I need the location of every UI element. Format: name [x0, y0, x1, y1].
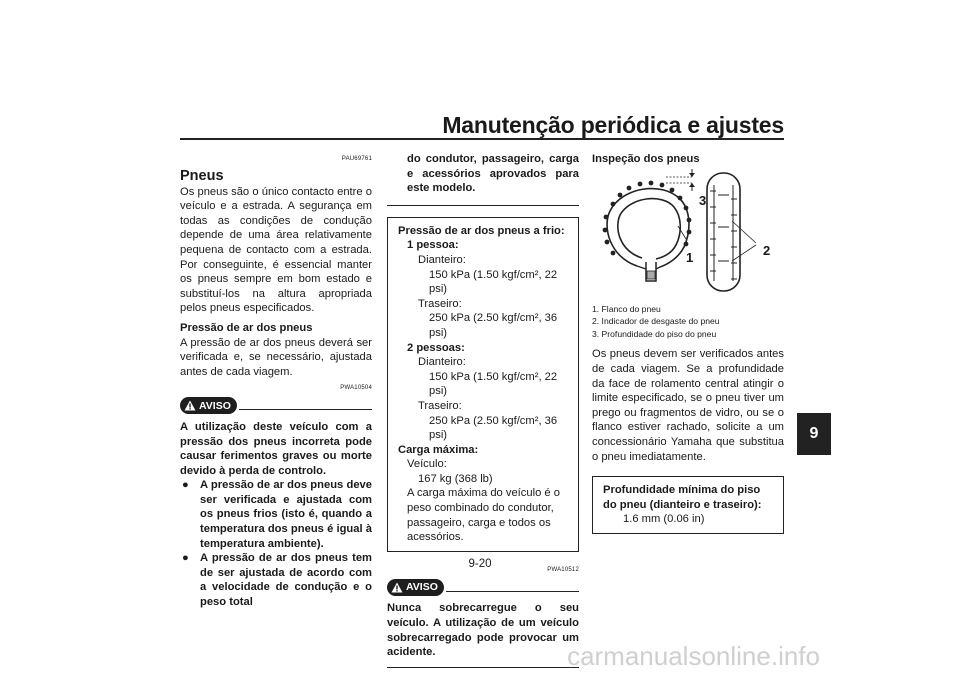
inspection-paragraph: Os pneus devem ser verificados antes de cada viagem. Se a profundidade da face de rolamento central atingir o limite especificado, se o pneu tiver um prego ou fragmentos de vidro, ou se o flanco estiver rachado, solicite a um concessionário Yamaha que substitua o pneu imediatamente. — [592, 348, 784, 463]
warning-header — [387, 577, 579, 597]
reference-code: PWA10512 — [547, 566, 579, 573]
tire-figure — [592, 169, 784, 297]
header-divider — [180, 138, 784, 140]
spec-group-label: 2 pessoas: — [407, 341, 465, 354]
spec-label: Dianteiro: — [418, 253, 466, 266]
warning-text: Nunca sobrecarregue o seu veículo. A utilização de um veículo sobrecarregado pode provocar um acidente. — [387, 602, 579, 659]
spec-value: 250 kPa (2.50 kgf/cm², 36 psi) — [429, 414, 558, 442]
section-heading: Inspeção dos pneus — [592, 153, 700, 165]
intro-paragraph: Os pneus são o único contacto entre o veículo e a estrada. A segurança em todas as condições de condução depende de uma área relativamente pequena de contacto com a estrada. Por conseguinte, é essencial manter os pneus sempre em bom estado e substituí-los na altura apropriada pelos pneus especificados. — [180, 185, 372, 315]
figure-label-2: 2 — [763, 242, 771, 258]
spec-value: 150 kPa (1.50 kgf/cm², 22 psi) — [429, 268, 558, 296]
warning-text: A utilização deste veículo com a pressão dos pneus incorreta pode causar ferimentos graves ou morte devido à perda de controlo. — [180, 420, 372, 477]
spec-title: Profundidade mínima do piso do pneu (dianteiro e traseiro): — [603, 484, 762, 511]
spec-label: Veículo: — [407, 458, 447, 471]
spec-value: 1.6 mm (0.06 in) — [623, 513, 705, 526]
warning-rule — [446, 591, 579, 592]
reference-code: PWA10504 — [340, 385, 372, 392]
bullet-icon: ● — [182, 552, 189, 565]
caption-item: 2. Indicador de desgaste do pneu — [592, 316, 720, 327]
spec-title: Pressão de ar dos pneus a frio: — [398, 224, 565, 237]
page-number: 9-20 — [468, 558, 492, 570]
figure-label-1: 1 — [686, 249, 694, 265]
divider — [387, 205, 579, 206]
spec-group-label: 1 pessoa: — [407, 239, 459, 252]
warning-badge — [180, 397, 237, 414]
column-2 — [387, 152, 579, 668]
warning-rule — [239, 409, 372, 410]
warning-badge — [387, 579, 444, 596]
tire-diagram — [592, 169, 784, 297]
spec-group-label: Carga máxima: — [398, 443, 479, 456]
figure-label-3: 3 — [699, 192, 707, 208]
column-3 — [592, 152, 784, 534]
warning-label: AVISO — [199, 399, 231, 412]
bullet-text: A pressão de ar dos pneus deve ser verificada e ajustada com os pneus frios (isto é, quando a temperatura dos pneus é igual à temperatura ambiente). — [200, 479, 372, 550]
chapter-tab: 9 — [797, 413, 831, 455]
caption-item: 3. Profundidade do piso do pneu — [592, 328, 717, 339]
spec-value: 167 kg (368 lb) — [418, 472, 493, 485]
tread-depth-spec-box — [592, 476, 784, 534]
spec-note: A carga máxima do veículo é o peso combinado do condutor, passageiro, carga e todos os acessórios. — [407, 487, 560, 544]
section-heading: Pneus — [180, 167, 224, 184]
caption-item: 1. Flanco do pneu — [592, 303, 661, 314]
warning-triangle-icon — [391, 582, 403, 593]
reference-code: PAU69761 — [341, 156, 372, 162]
bullet-text: A pressão de ar dos pneus tem de ser ajustada de acordo com a velocidade de condução e o peso total — [200, 552, 372, 609]
list-item — [180, 478, 372, 551]
spec-value: 150 kPa (1.50 kgf/cm², 22 psi) — [429, 370, 558, 398]
page-title: Manutenção periódica e ajustes — [442, 112, 784, 138]
warning-header — [180, 396, 372, 416]
column-1 — [180, 152, 372, 610]
warning-label: AVISO — [406, 581, 438, 594]
spec-label: Traseiro: — [418, 297, 462, 310]
divider — [387, 667, 579, 668]
spec-label: Traseiro: — [418, 399, 462, 412]
pressure-paragraph: A pressão de ar dos pneus deverá ser verificada e, se necessário, ajustada antes de cada viagem. — [180, 336, 372, 378]
warning-triangle-icon — [184, 400, 196, 411]
figure-captions — [592, 303, 784, 341]
spec-label: Dianteiro: — [418, 356, 466, 369]
spec-value: 250 kPa (2.50 kgf/cm², 36 psi) — [429, 312, 558, 339]
tire-pressure-spec-box — [387, 217, 579, 552]
bullet-icon: ● — [182, 479, 189, 492]
bullet-continuation: do condutor, passageiro, carga e acessórios aprovados para este modelo. — [407, 153, 579, 195]
watermark: carmanualsonline.info — [567, 641, 820, 671]
subsection-heading: Pressão de ar dos pneus — [180, 321, 313, 334]
